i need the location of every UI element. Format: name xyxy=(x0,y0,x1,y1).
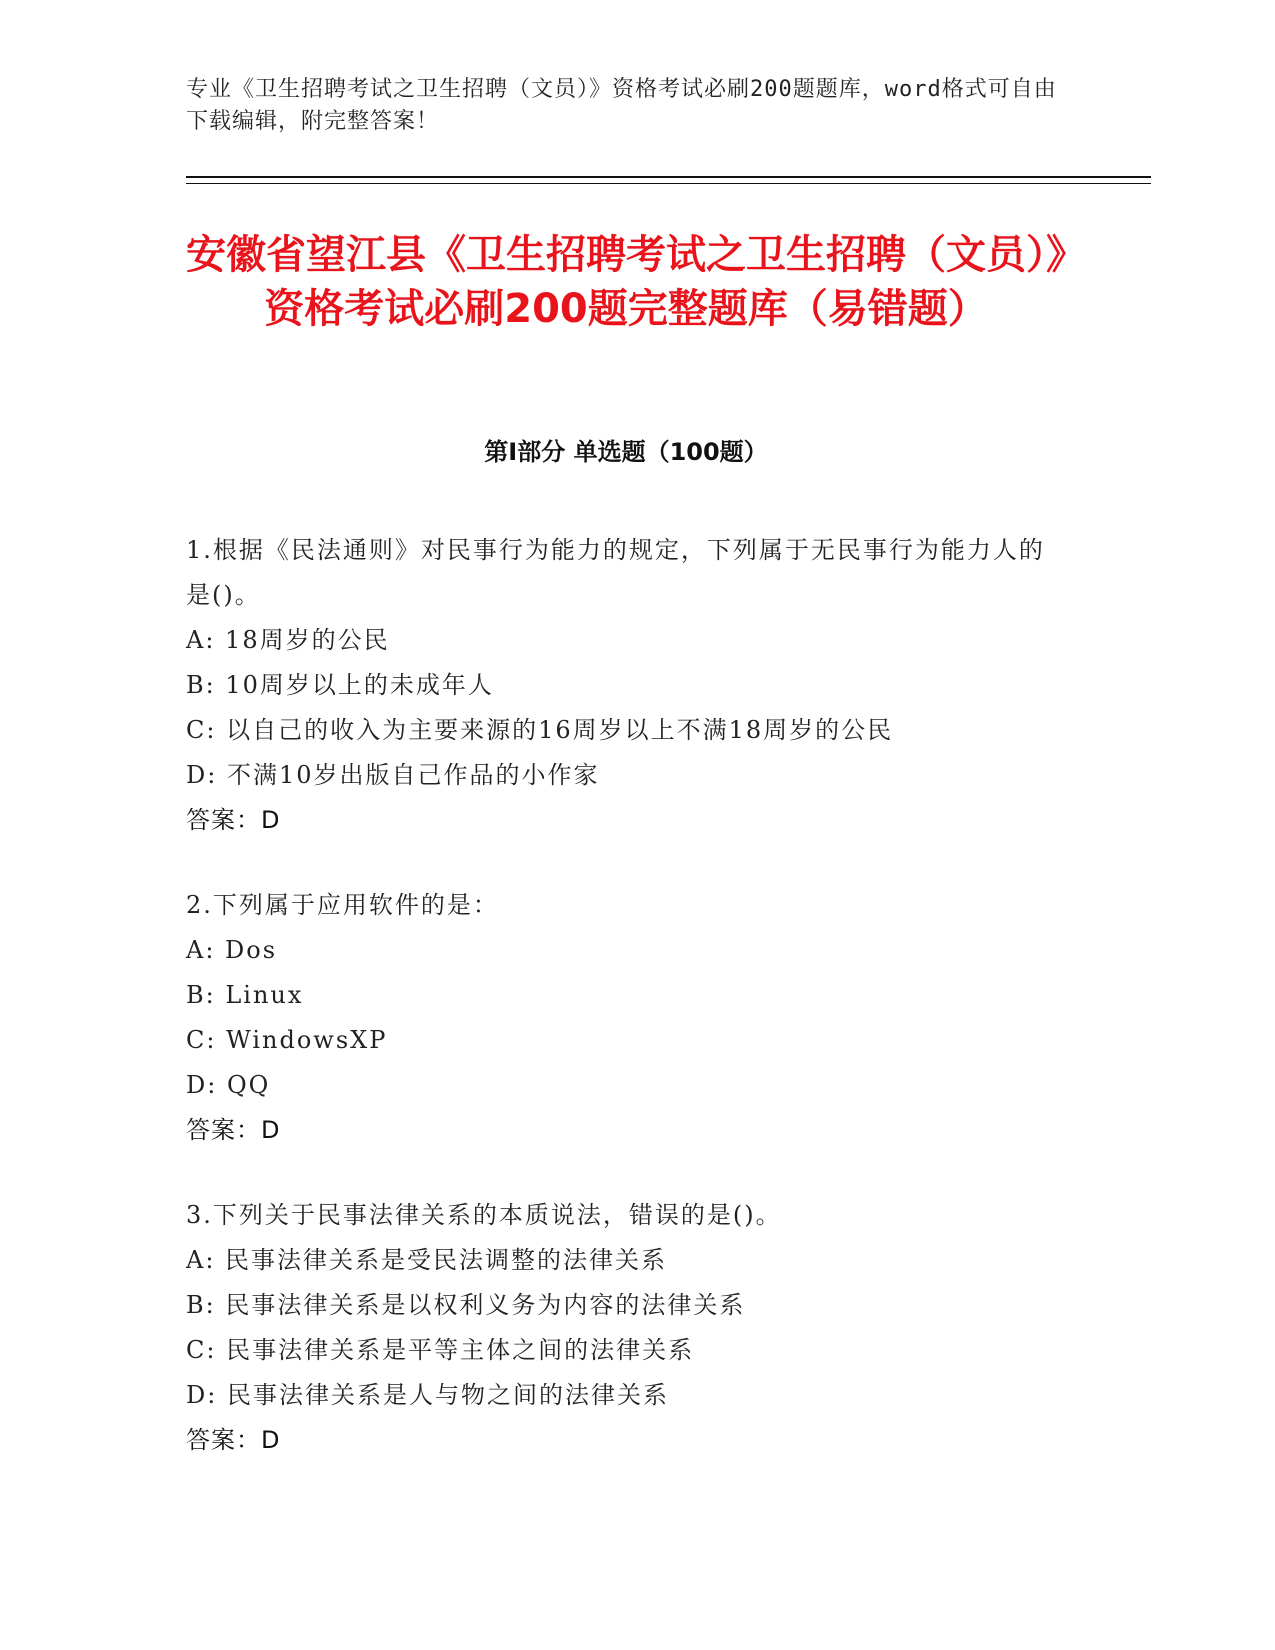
document-title: 安徽省望江县《卫生招聘考试之卫生招聘（文员）》资格考试必刷200题完整题库（易错题） xyxy=(186,232,1066,332)
question-stem: 1.根据《民法通则》对民事行为能力的规定，下列属于无民事行为能力人的是()。 xyxy=(186,536,1045,609)
question-stem: 2.下列属于应用软件的是： xyxy=(186,891,499,919)
header-note: 专业《卫生招聘考试之卫生招聘（文员）》资格考试必刷200题题库，word格式可自由下载编辑，附完整答案！ xyxy=(186,77,1057,134)
answer: 答案：D xyxy=(186,1426,281,1454)
option-d: D: QQ xyxy=(186,1071,271,1099)
option-b: B: 10周岁以上的未成年人 xyxy=(186,671,494,699)
option-d: D: 不满10岁出版自己作品的小作家 xyxy=(186,761,600,789)
option-b: B: Linux xyxy=(186,981,304,1009)
option-a: A: 民事法律关系是受民法调整的法律关系 xyxy=(186,1246,668,1274)
option-a: A: 18周岁的公民 xyxy=(186,626,390,654)
header-rule-thin xyxy=(186,183,1151,184)
answer: 答案：D xyxy=(186,1116,281,1144)
option-c: C: 以自己的收入为主要来源的16周岁以上不满18周岁的公民 xyxy=(186,716,894,744)
header-rule-thick xyxy=(186,176,1151,178)
option-c: C: WindowsXP xyxy=(186,1026,388,1054)
answer: 答案：D xyxy=(186,806,281,834)
section-title: 第I部分 单选题（100题） xyxy=(484,438,768,466)
option-d: D: 民事法律关系是人与物之间的法律关系 xyxy=(186,1381,669,1409)
question-list xyxy=(186,528,1066,1503)
option-c: C: 民事法律关系是平等主体之间的法律关系 xyxy=(186,1336,695,1364)
question-1 xyxy=(186,528,1066,843)
question-3 xyxy=(186,1193,1066,1463)
option-a: A: Dos xyxy=(186,936,278,964)
option-b: B: 民事法律关系是以权利义务为内容的法律关系 xyxy=(186,1291,746,1319)
question-2 xyxy=(186,883,1066,1153)
question-stem: 3.下列关于民事法律关系的本质说法，错误的是()。 xyxy=(186,1201,782,1229)
